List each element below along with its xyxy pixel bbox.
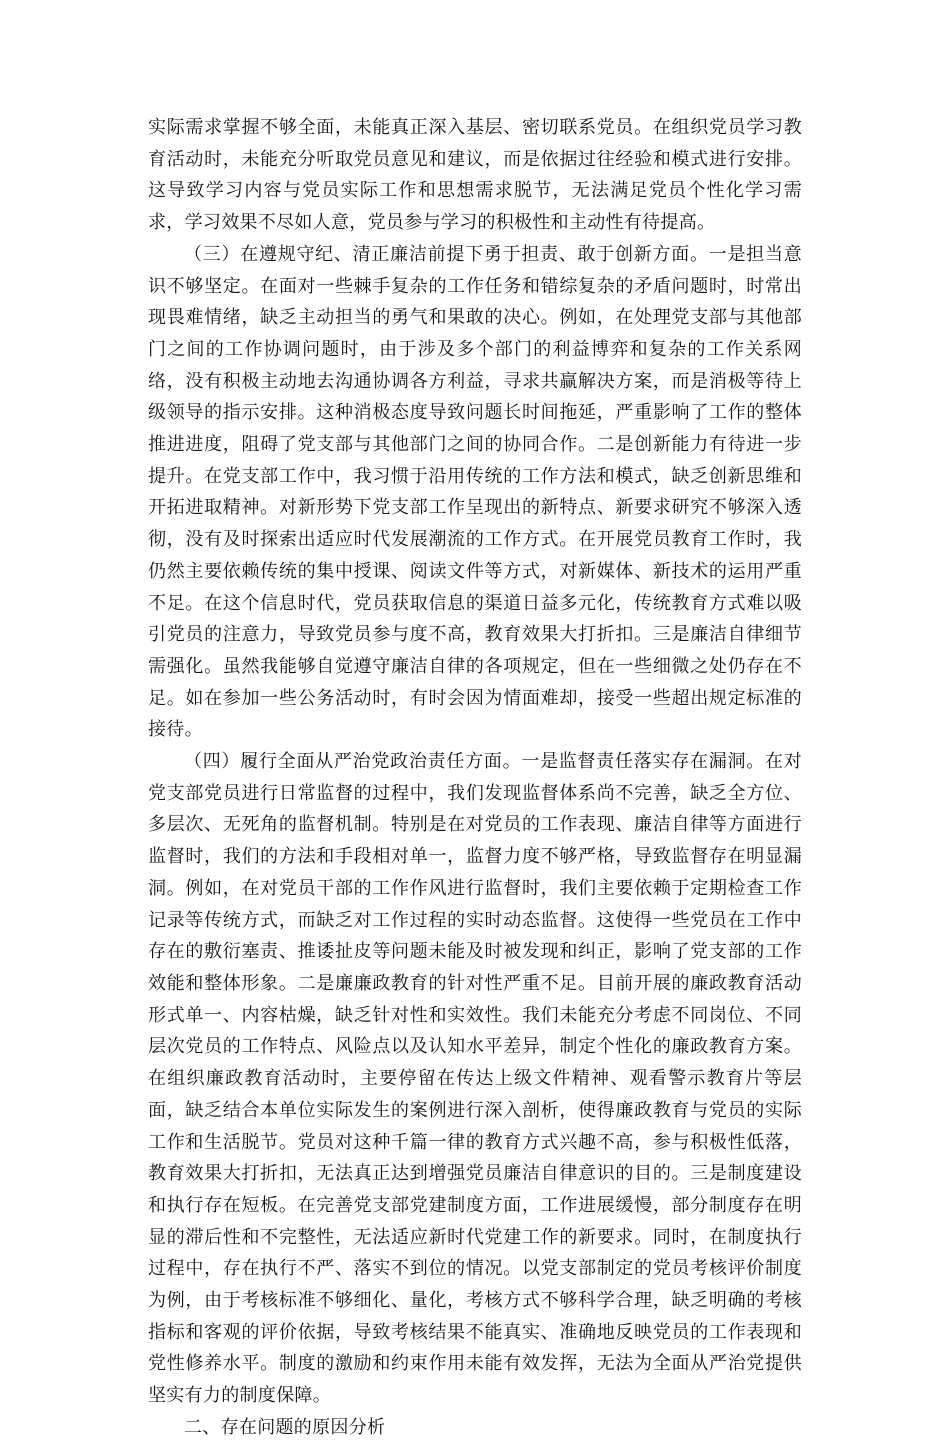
paragraph-section-4: （四）履行全面从严治党政治责任方面。一是监督责任落实存在漏洞。在对党支部党员进行日常监督的过程中，我们发现监督体系尚不完善，缺乏全方位、多层次、无死角的监督机制。特别是在对党员的工作表现、廉洁自律等方面进行监督时，我们的方法和手段相对单一，监督力度不够严格，导致监督存在明显漏洞。例如，在对党员干部的工作作风进行监督时，我们主要依赖于定期检查工作记录等传统方式，而缺乏对工作过程的实时动态监督。这使得一些党员在工作中存在的敷衍塞责、推诿扯皮等问题未能及时被发现和纠正，影响了党支部的工作效能和整体形象。二是廉廉政教育的针对性严重不足。目前开展的廉政教育活动形式单一、内容枯燥，缺乏针对性和实效性。我们未能充分考虑不同岗位、不同层次党员的工作特点、风险点以及认知水平差异，制定个性化的廉政教育方案。在组织廉政教育活动时，主要停留在传达上级文件精神、观看警示教育片等层面，缺乏结合本单位实际发生的案例进行深入剖析，使得廉政教育与党员的实际工作和生活脱节。党员对这种千篇一律的教育方式兴趣不高，参与积极性低落，教育效果大打折扣，无法真正达到增强党员廉洁自律意识的目的。三是制度建设和执行存在短板。在完善党支部党建制度方面，工作进展缓慢，部分制度存在明显的滞后性和不完整性，无法适应新时代党建工作的新要求。同时，在制度执行过程中，存在执行不严、落实不到位的情况。以党支部制定的党员考核评价制度为例，由于考核标准不够细化、量化，考核方式不够科学合理，缺乏明确的考核指标和客观的评价依据，导致考核结果不能真实、准确地反映党员的工作表现和党性修养水平。制度的激励和约束作用未能有效发挥，无法为全面从严治党提供坚实有力的制度保障。 — [148, 751, 802, 1407]
paragraph-section-3: （三）在遵规守纪、清正廉洁前提下勇于担责、敢于创新方面。一是担当意识不够坚定。在面对一些棘手复杂的工作任务和错综复杂的矛盾问题时，时常出现畏难情绪，缺乏主动担当的勇气和果敢的决心。例如，在处理党支部与其他部门之间的工作协调问题时，由于涉及多个部门的利益博弈和复杂的工作关系网络，没有积极主动地去沟通协调各方利益，寻求共赢解决方案，而是消极等待上级领导的指示安排。这种消极态度导致问题长时间拖延，严重影响了工作的整体推进进度，阻碍了党支部与其他部门之间的协同合作。二是创新能力有待进一步提升。在党支部工作中，我习惯于沿用传统的工作方法和模式，缺乏创新思维和开拓进取精神。对新形势下党支部工作呈现出的新特点、新要求研究不够深入透彻，没有及时探索出适应时代发展潮流的工作方式。在开展党员教育工作时，我仍然主要依赖传统的集中授课、阅读文件等方式，对新媒体、新技术的运用严重不足。在这个信息时代，党员获取信息的渠道日益多元化，传统教育方式难以吸引党员的注意力，导致党员参与度不高，教育效果大打折扣。三是廉洁自律细节需强化。虽然我能够自觉遵守廉洁自律的各项规定，但在一些细微之处仍存在不足。如在参加一些公务活动时，有时会因为情面难却，接受一些超出规定标准的接待。 — [148, 243, 802, 741]
document-page — [148, 112, 802, 1444]
paragraph-continued: 实际需求掌握不够全面，未能真正深入基层、密切联系党员。在组织党员学习教育活动时，未能充分听取党员意见和建议，而是依据过往经验和模式进行安排。这导致学习内容与党员实际工作和思想需求脱节，无法满足党员个性化学习需求，学习效果不尽如人意，党员参与学习的积极性和主动性有待提高。 — [148, 117, 802, 234]
section-heading-cause-analysis: 二、存在问题的原因分析 — [184, 1416, 386, 1438]
